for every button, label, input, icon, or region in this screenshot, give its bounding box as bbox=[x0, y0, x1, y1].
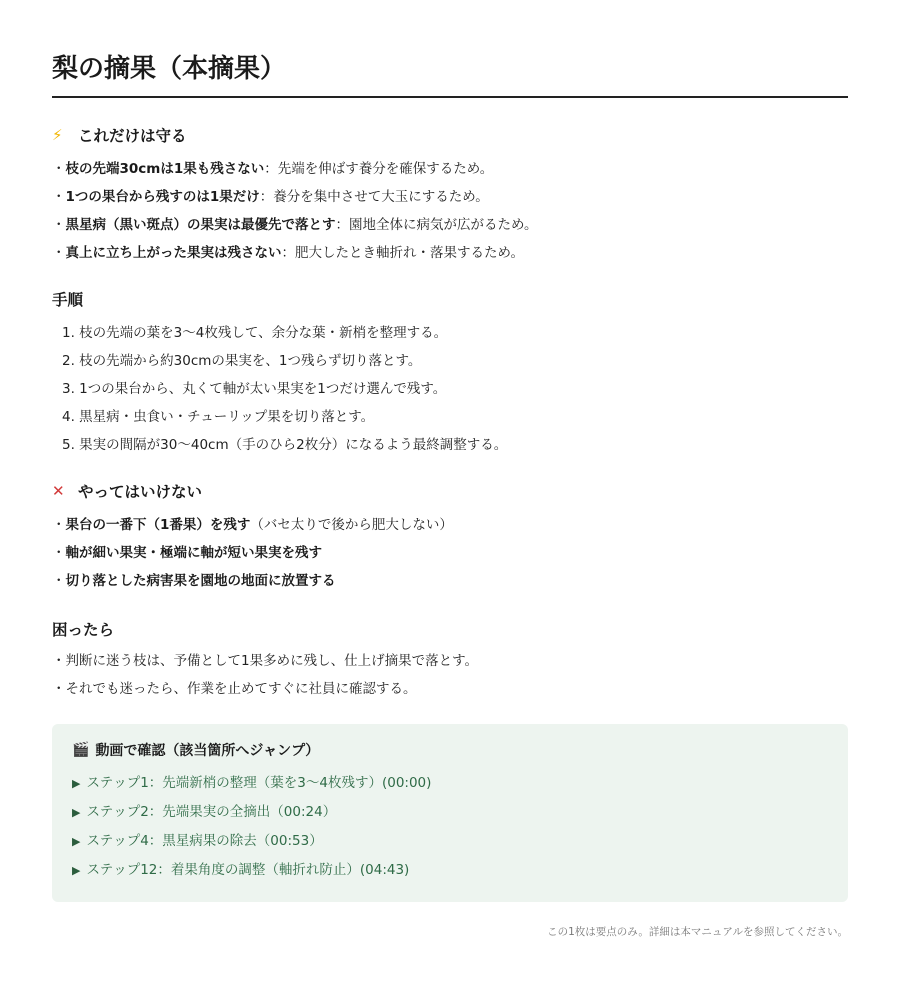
list-item-text: ：肥大したとき軸折れ・落果するため。 bbox=[281, 245, 524, 261]
must-keep-heading bbox=[52, 124, 187, 146]
list-item-bold: 軸が細い果実・極端に軸が短い果実を残す bbox=[65, 545, 322, 561]
play-triangle-icon: ▶ bbox=[72, 835, 81, 848]
dont-list bbox=[52, 511, 453, 595]
list-item: ・真上に立ち上がった果実は残さない：肥大したとき軸折れ・落果するため。 bbox=[52, 245, 524, 261]
list-item-bold: 果台の一番下（1番果）を残す bbox=[65, 517, 251, 533]
title-divider bbox=[52, 96, 848, 98]
clapperboard-icon: 🎬 bbox=[72, 742, 90, 758]
list-item-text: ：養分を集中させて大玉にするため。 bbox=[259, 189, 489, 205]
procedure-step: 4. 黒星病・虫食い・チューリップ果を切り落とす。 bbox=[62, 409, 375, 425]
video-link-label: ステップ12：着果角度の調整（軸折れ防止）(04:43) bbox=[86, 862, 410, 878]
must-keep-heading-text: これだけは守る bbox=[78, 127, 187, 145]
list-item: ・判断に迷う枝は、予備として1果多めに残し、仕上げ摘果で落とす。 bbox=[52, 653, 479, 669]
video-heading bbox=[72, 740, 319, 760]
trouble-list bbox=[52, 647, 478, 703]
play-triangle-icon: ▶ bbox=[72, 777, 81, 790]
procedure-step: 1. 枝の先端の葉を3～4枚残して、余分な葉・新梢を整理する。 bbox=[62, 325, 448, 341]
video-link-step-2[interactable] bbox=[72, 798, 431, 827]
list-item: ・果台の一番下（1番果）を残す（バセ太りで後から肥大しない） bbox=[52, 517, 453, 533]
must-keep-list bbox=[52, 155, 537, 267]
list-item: ・枝の先端30cmは1果も残さない：先端を伸ばす養分を確保するため。 bbox=[52, 161, 494, 177]
video-link-step-12[interactable] bbox=[72, 856, 431, 885]
dont-heading-text: やってはいけない bbox=[78, 483, 203, 501]
procedure-step: 3. 1つの果台から、丸くて軸が太い果実を1つだけ選んで残す。 bbox=[62, 381, 447, 397]
list-item-bold: 枝の先端30cmは1果も残さない bbox=[65, 161, 265, 177]
trouble-heading bbox=[52, 618, 114, 640]
list-item: ・切り落とした病害果を園地の地面に放置する bbox=[52, 573, 336, 589]
video-link-step-1[interactable] bbox=[72, 769, 431, 798]
list-item-bold: 1つの果台から残すのは1果だけ bbox=[65, 189, 260, 205]
cross-icon: ✕ bbox=[52, 482, 65, 500]
list-item: ・黒星病（黒い斑点）の果実は最優先で落とす：園地全体に病気が広がるため。 bbox=[52, 217, 538, 233]
list-item: ・それでも迷ったら、作業を止めてすぐに社員に確認する。 bbox=[52, 681, 417, 697]
list-item-bold: 切り落とした病害果を園地の地面に放置する bbox=[65, 573, 336, 589]
procedure-steps bbox=[62, 319, 507, 459]
list-item-text: （バセ太りで後から肥大しない） bbox=[250, 517, 453, 533]
list-item-text: ：先端を伸ばす養分を確保するため。 bbox=[264, 161, 494, 177]
procedure-heading bbox=[52, 288, 83, 310]
procedure-step: 5. 果実の間隔が30～40cm（手のひら2枚分）になるよう最終調整する。 bbox=[62, 437, 508, 453]
video-link-label: ステップ2：先端果実の全摘出（00:24） bbox=[86, 804, 337, 820]
list-item-bold: 黒星病（黒い斑点）の果実は最優先で落とす bbox=[65, 217, 336, 233]
list-item: ・軸が細い果実・極端に軸が短い果実を残す bbox=[52, 545, 322, 561]
list-item-bold: 真上に立ち上がった果実は残さない bbox=[65, 245, 282, 261]
video-heading-text: 動画で確認（該当箇所へジャンプ） bbox=[95, 743, 320, 759]
lightning-icon: ⚡ bbox=[52, 126, 63, 144]
video-link-list bbox=[72, 769, 431, 885]
dont-heading bbox=[52, 480, 202, 502]
footnote: この1枚は要点のみ。詳細は本マニュアルを参照してください。 bbox=[547, 926, 848, 938]
list-item-text: ：園地全体に病気が広がるため。 bbox=[335, 217, 538, 233]
video-link-label: ステップ4：黒星病果の除去（00:53） bbox=[86, 833, 323, 849]
list-item: ・1つの果台から残すのは1果だけ：養分を集中させて大玉にするため。 bbox=[52, 189, 489, 205]
play-triangle-icon: ▶ bbox=[72, 864, 81, 877]
video-link-step-4[interactable] bbox=[72, 827, 431, 856]
play-triangle-icon: ▶ bbox=[72, 806, 81, 819]
trouble-heading-text: 困ったら bbox=[52, 621, 115, 639]
video-panel bbox=[52, 724, 848, 902]
procedure-step: 2. 枝の先端から約30cmの果実を、1つ残らず切り落とす。 bbox=[62, 353, 422, 369]
page-title: 梨の摘果（本摘果） bbox=[52, 54, 287, 84]
video-link-label: ステップ1：先端新梢の整理（葉を3～4枚残す）(00:00) bbox=[86, 775, 432, 791]
procedure-heading-text: 手順 bbox=[52, 291, 84, 309]
